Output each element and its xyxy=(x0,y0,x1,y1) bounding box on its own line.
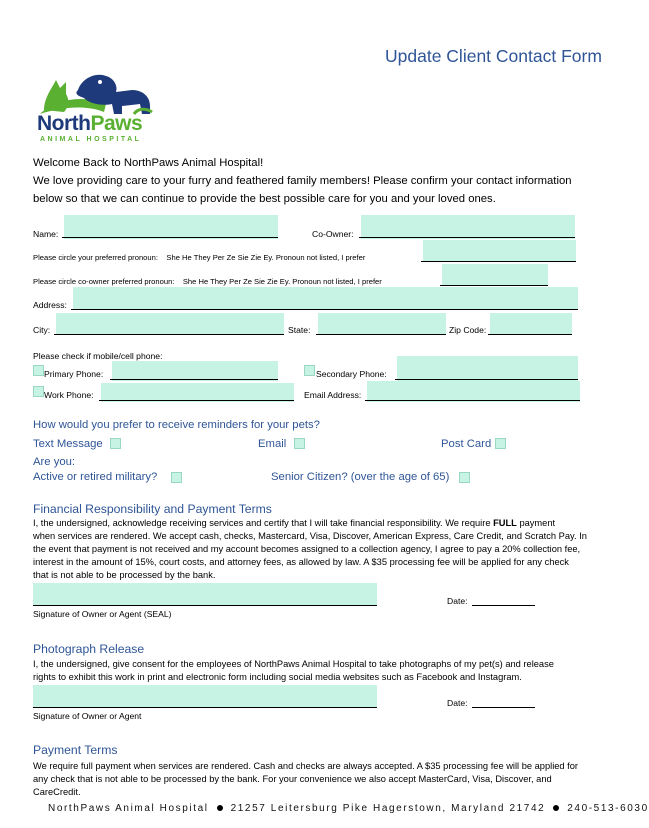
payment-terms-text: We require full payment when services are rendered. Cash and checks are always accepted. A $35 processing fee will be applied for any check that is not able to be processed by the bank. For your convenience we also accept MasterCard, Visa, Discover, and CareCredit. xyxy=(33,761,579,797)
post-card-checkbox[interactable] xyxy=(495,438,506,449)
co-pronoun-options[interactable]: She He They Per Ze Sie Zie Ey. Pronoun not listed, I prefer xyxy=(182,277,382,286)
text-message-checkbox[interactable] xyxy=(110,438,121,449)
payment-heading: Payment Terms xyxy=(33,743,118,757)
name-field[interactable] xyxy=(64,215,278,239)
work-mobile-checkbox[interactable] xyxy=(33,386,44,397)
logo-subtitle: ANIMAL HOSPITAL xyxy=(40,136,142,143)
work-phone-label: Work Phone: xyxy=(44,390,94,400)
footer-hospital-name: NorthPaws Animal Hospital xyxy=(48,803,209,814)
bullet-icon xyxy=(553,805,559,811)
secondary-mobile-checkbox[interactable] xyxy=(304,365,315,376)
pronoun-row: Please circle your preferred pronoun: She He They Per Ze Sie Zie Ey. Pronoun not listed, I prefer xyxy=(33,253,366,262)
senior-checkbox[interactable] xyxy=(459,472,470,483)
photo-signature-field[interactable] xyxy=(33,685,377,707)
pronoun-other-field[interactable] xyxy=(423,240,576,262)
state-label: State: xyxy=(288,325,311,335)
co-pronoun-other-field[interactable] xyxy=(442,264,548,286)
text-message-label: Text Message xyxy=(33,438,103,450)
pronoun-options[interactable]: She He They Per Ze Sie Zie Ey. Pronoun not listed, I prefer xyxy=(166,253,366,262)
photo-heading: Photograph Release xyxy=(33,642,145,656)
financial-date-field[interactable] xyxy=(472,605,535,606)
financial-date-label: Date: xyxy=(447,596,468,606)
address-label: Address: xyxy=(33,300,67,310)
mobile-instruction: Please check if mobile/cell phone: xyxy=(33,351,163,361)
secondary-phone-field[interactable] xyxy=(397,356,578,381)
email-reminder-checkbox[interactable] xyxy=(294,438,305,449)
footer-address: 21257 Leitersburg Pike Hagerstown, Maryland 21742 xyxy=(230,803,546,814)
primary-phone-field[interactable] xyxy=(112,361,278,381)
address-field[interactable] xyxy=(73,287,578,310)
financial-signature-field[interactable] xyxy=(33,583,377,605)
military-checkbox[interactable] xyxy=(171,472,182,483)
zip-label: Zip Code: xyxy=(449,325,487,335)
senior-label: Senior Citizen? (over the age of 65) xyxy=(271,471,450,483)
photo-release-text: I, the undersigned, give consent for the employees of NorthPaws Animal Hospital to take photographs of my pet(s) and release rights to exhibit this work in print and electronic form including social media websites such as Facebook and Instagram. xyxy=(33,659,554,682)
city-field[interactable] xyxy=(56,313,284,335)
logo-wordmark: NorthPaws xyxy=(37,112,143,135)
co-pronoun-row: Please circle co-owner preferred pronoun: She He They Per Ze Sie Zie Ey. Pronoun not listed, I prefer xyxy=(33,277,382,286)
bullet-icon xyxy=(217,805,223,811)
photo-date-field[interactable] xyxy=(472,707,535,708)
secondary-phone-label: Secondary Phone: xyxy=(316,369,387,379)
reminders-heading: How would you prefer to receive reminders for your pets? xyxy=(33,419,320,431)
northpaws-logo xyxy=(34,70,159,142)
email-address-label: Email Address: xyxy=(304,390,362,400)
post-card-label: Post Card xyxy=(441,438,492,450)
photo-date-label: Date: xyxy=(447,698,468,708)
photo-signature-label: Signature of Owner or Agent xyxy=(33,711,142,721)
zip-field[interactable] xyxy=(490,313,572,335)
are-you-label: Are you: xyxy=(33,456,76,468)
intro-text: Welcome Back to NorthPaws Animal Hospital! We love providing care to your furry and feathered family members! Please confirm your contact information below so that we can continue to provide the best possible care for you and your loved ones. xyxy=(33,157,572,205)
military-label: Active or retired military? xyxy=(33,471,158,483)
email-address-field[interactable] xyxy=(367,381,580,402)
co-owner-label: Co-Owner: xyxy=(312,229,354,239)
footer-phone: 240-513-6030 xyxy=(567,803,649,814)
footer xyxy=(48,803,649,814)
primary-phone-label: Primary Phone: xyxy=(44,369,104,379)
name-label: Name: xyxy=(33,229,59,239)
co-owner-field[interactable] xyxy=(361,215,575,239)
financial-signature-label: Signature of Owner or Agent (SEAL) xyxy=(33,609,172,619)
primary-mobile-checkbox[interactable] xyxy=(33,365,44,376)
state-field[interactable] xyxy=(318,313,446,335)
financial-terms-text: I, the undersigned, acknowledge receiving services and certify that I will take financial responsibility. We require FULL payment when services are rendered. We accept cash, checks, Mastercard, Visa, Discover, American Express, Care Credit, and Scratch Pay. In the event that payment is not received and my account becomes assigned to a collection agency, I agree to pay a 20% collection fee, interest in the amount of 15%, court costs, and attorney fees, as allowed by law. A $35 processing fee will be applied for any check that is not able to be processed by the bank. xyxy=(33,518,587,580)
financial-heading: Financial Responsibility and Payment Terms xyxy=(33,502,272,516)
form-title: Update Client Contact Form xyxy=(385,46,602,66)
email-reminder-label: Email xyxy=(258,438,287,450)
city-label: City: xyxy=(33,325,51,335)
